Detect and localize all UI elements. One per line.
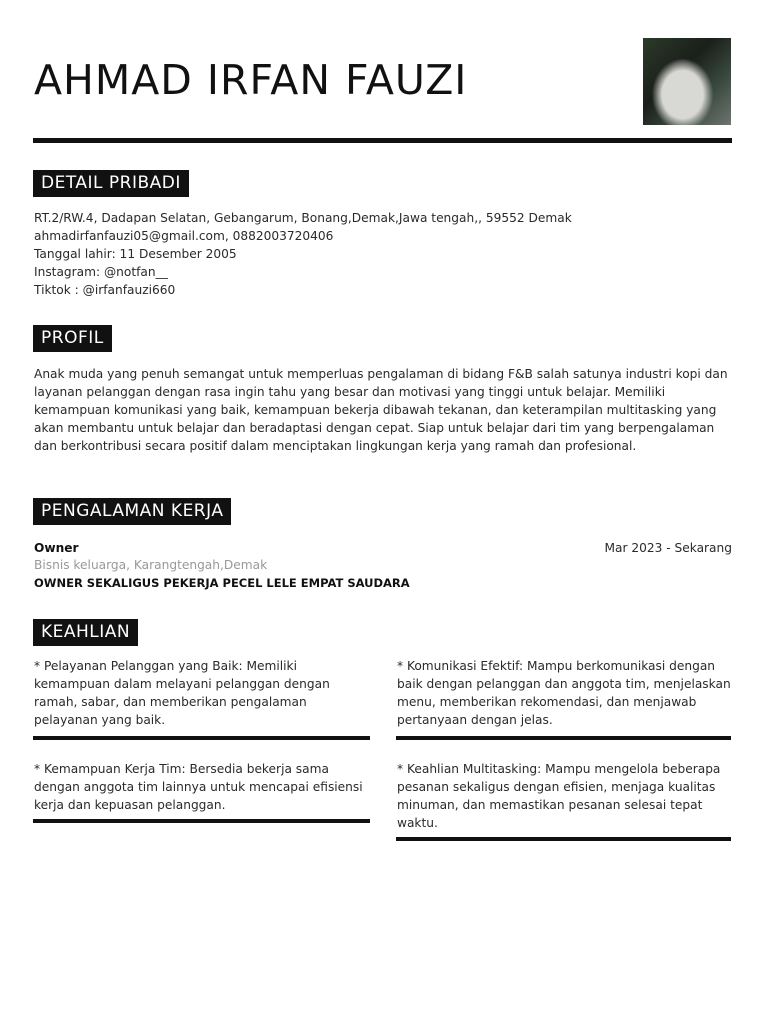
address: RT.2/RW.4, Dadapan Selatan, Gebangarum, Bonang,Demak,Jawa tengah,, 59552 Demak xyxy=(34,211,572,225)
header-divider xyxy=(33,138,732,143)
instagram: Instagram: @notfan__ xyxy=(34,265,168,279)
section-keahlian: KEAHLIAN xyxy=(33,619,138,646)
section-detail-pribadi: DETAIL PRIBADI xyxy=(33,170,189,197)
skill-divider xyxy=(396,837,731,841)
skill-divider xyxy=(33,736,370,740)
birthdate: Tanggal lahir: 11 Desember 2005 xyxy=(34,247,237,261)
skill-item: * Pelayanan Pelanggan yang Baik: Memiliki kemampuan dalam melayani pelanggan dengan ramah, sabar, dan memberikan pengalaman pelayanan yang baik. xyxy=(34,659,330,727)
skill-divider xyxy=(33,819,370,823)
contact: ahmadirfanfauzi05@gmail.com, 0882003720406 xyxy=(34,229,334,243)
section-profil: PROFIL xyxy=(33,325,112,352)
skill-item: * Komunikasi Efektif: Mampu berkomunikasi dengan baik dengan pelanggan dan anggota tim, menjelaskan menu, memberikan rekomendasi, dan menjawab pertanyaan dengan jelas. xyxy=(397,659,731,727)
job-period: Mar 2023 - Sekarang xyxy=(604,541,732,555)
job-description: OWNER SEKALIGUS PEKERJA PECEL LELE EMPAT SAUDARA xyxy=(34,576,410,590)
tiktok: Tiktok : @irfanfauzi660 xyxy=(34,283,176,297)
section-pengalaman-kerja: PENGALAMAN KERJA xyxy=(33,498,231,525)
job-title: Owner xyxy=(34,541,79,555)
profile-text: Anak muda yang penuh semangat untuk memperluas pengalaman di bidang F&B salah satunya industri kopi dan layanan pelanggan dengan rasa ingin tahu yang besar dan motivasi yang tinggi untuk belajar. Memiliki kemampuan komunikasi yang baik, kemampuan bekerja dibawah tekanan, dan keterampilan multitasking yang akan membantu untuk belajar dan beradaptasi dengan cepat. Siap untuk belajar dari tim yang berpengalaman dan berkontribusi secara positif dalam menciptakan lingkungan kerja yang ramah dan profesional. xyxy=(34,367,728,453)
skill-item: * Keahlian Multitasking: Mampu mengelola beberapa pesanan sekaligus dengan efisien, menjaga kualitas minuman, dan memastikan pesanan selesai tepat waktu. xyxy=(397,762,721,830)
skill-item: * Kemampuan Kerja Tim: Bersedia bekerja sama dengan anggota tim lainnya untuk mencapai efisiensi kerja dan kepuasan pelanggan. xyxy=(34,762,363,812)
profile-photo xyxy=(643,38,731,125)
skill-divider xyxy=(396,736,731,740)
candidate-name: AHMAD IRFAN FAUZI xyxy=(34,56,468,104)
job-place: Bisnis keluarga, Karangtengah,Demak xyxy=(34,558,268,572)
personal-details xyxy=(34,209,572,299)
